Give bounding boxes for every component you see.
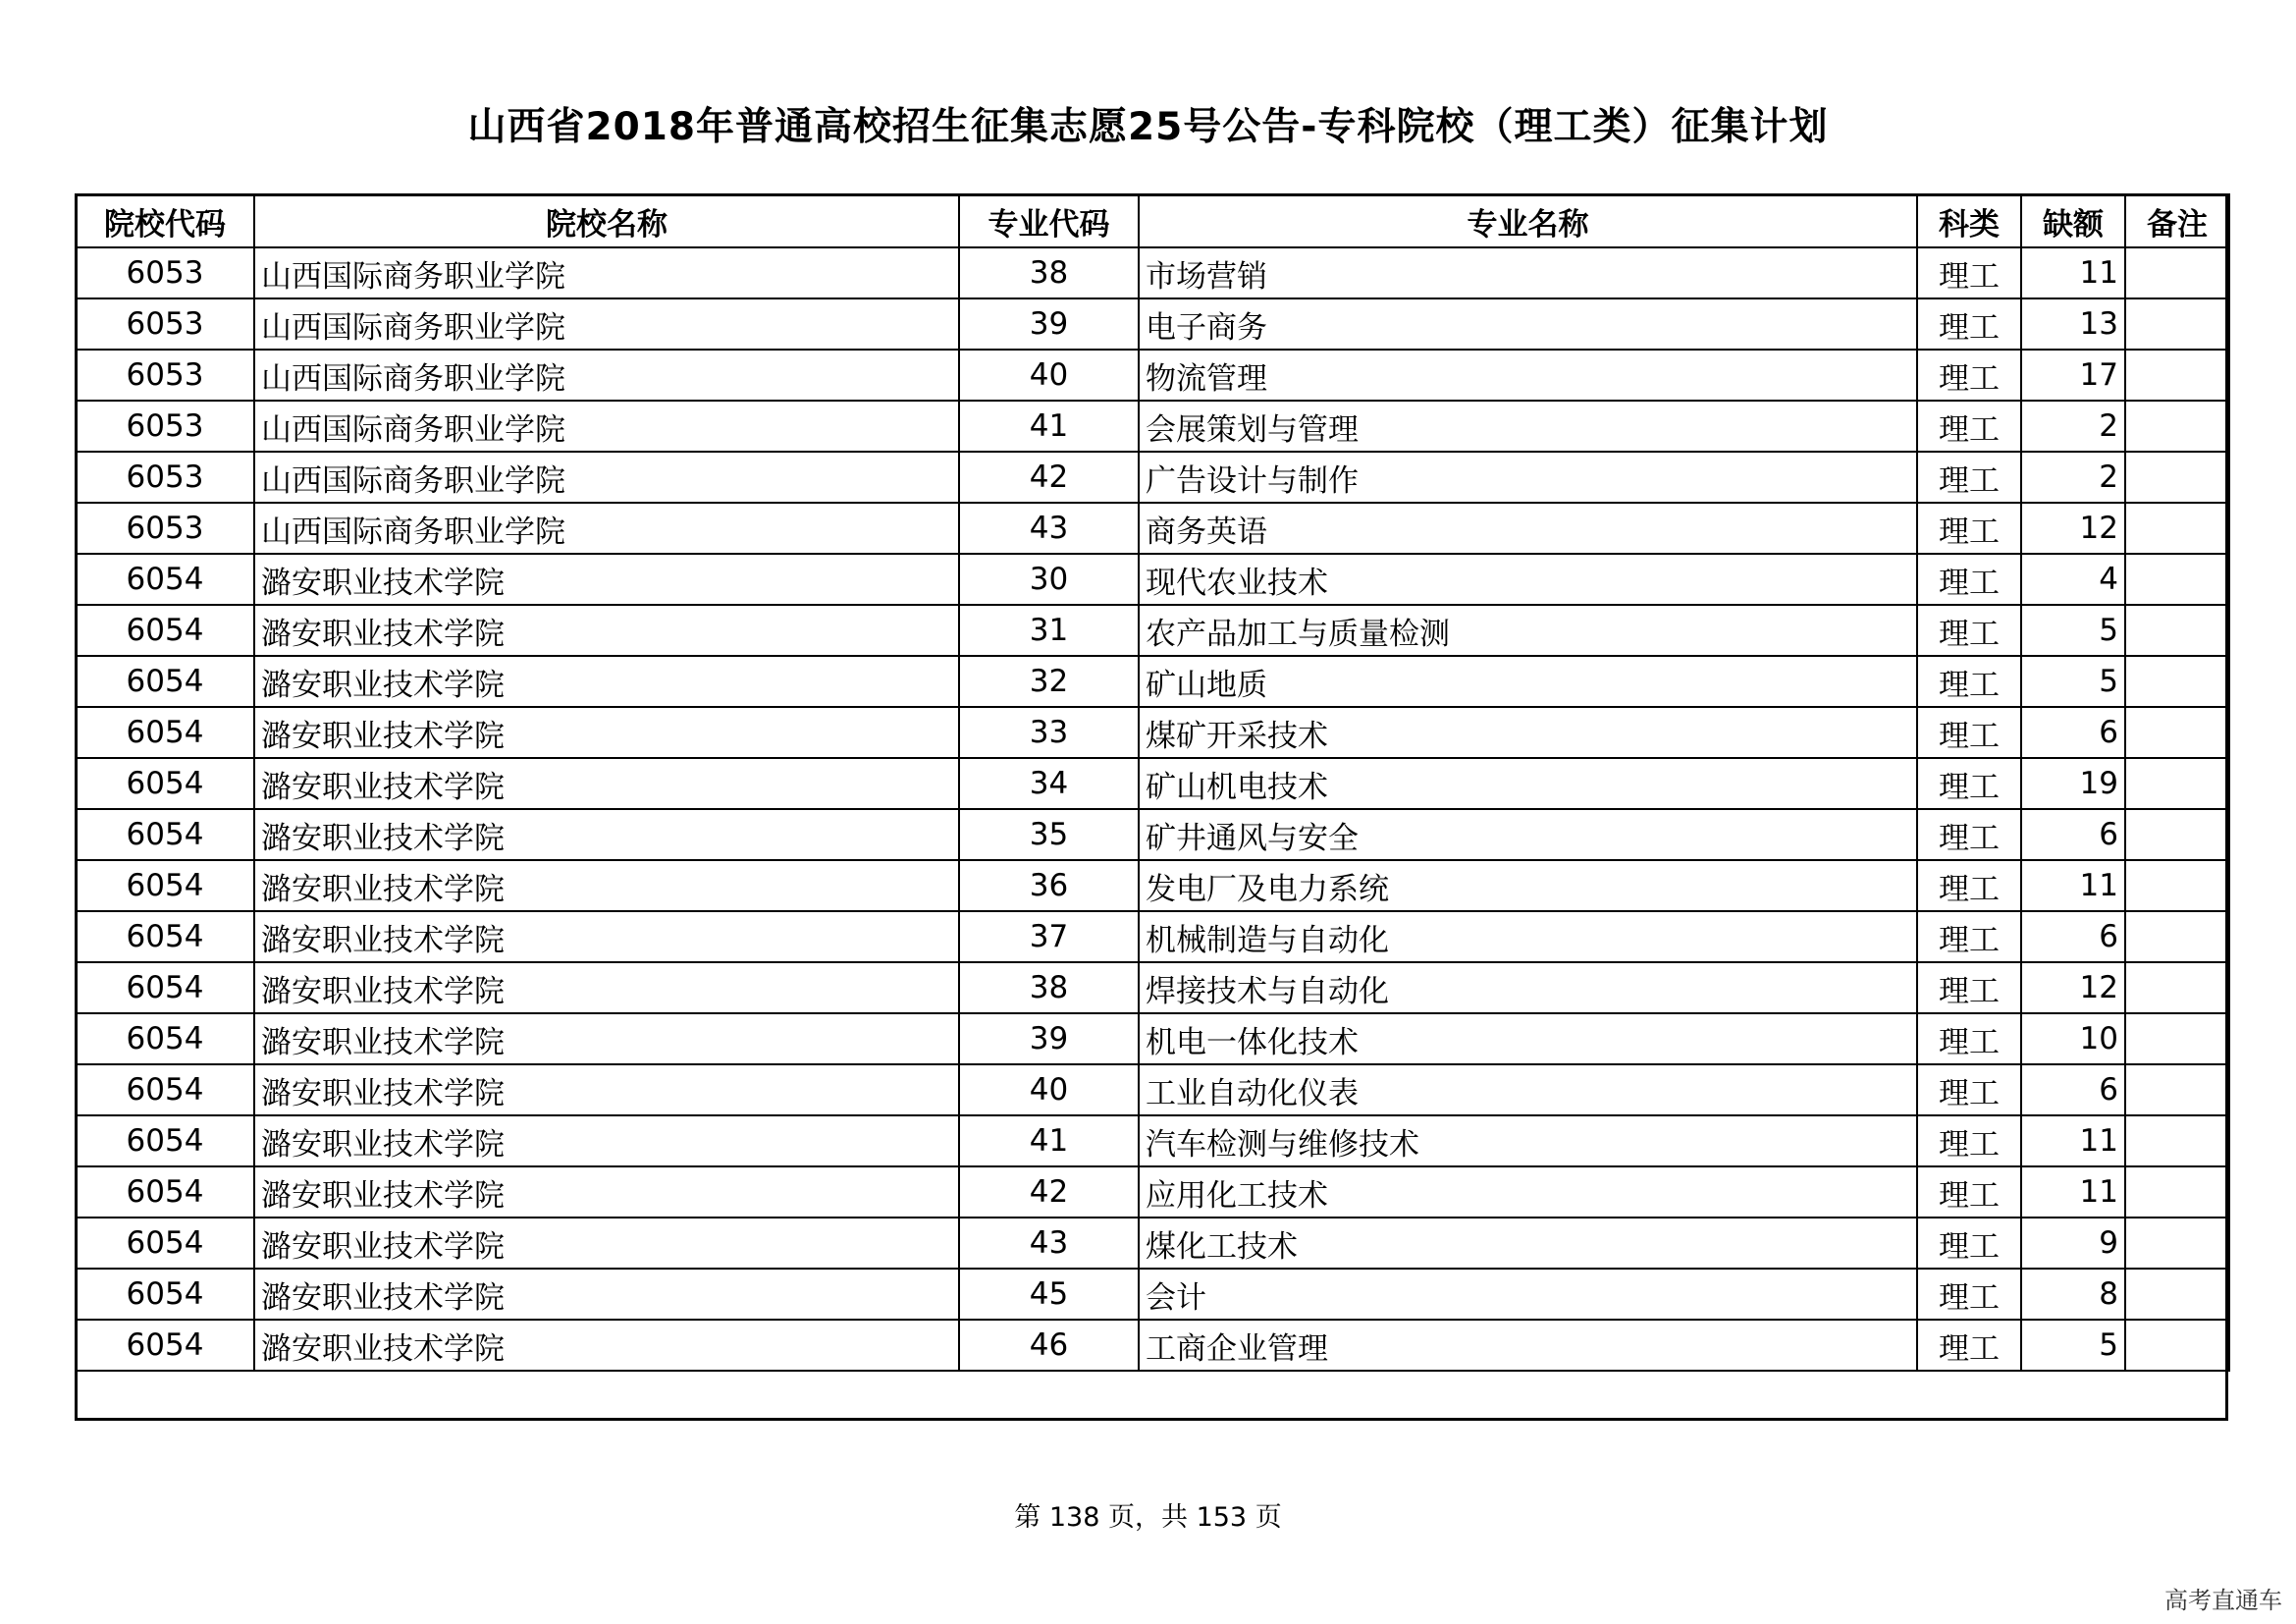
table-row — [76, 656, 2229, 707]
school-code-cell: 6054 — [76, 1269, 254, 1320]
school-code-cell: 6054 — [76, 962, 254, 1013]
enrollment-plan-table — [75, 193, 2230, 1372]
watermark-text: 高考直通车 — [2164, 1587, 2282, 1614]
school-code-cell: 6054 — [76, 911, 254, 962]
major-name-cell: 广告设计与制作 — [1139, 452, 1917, 503]
major-name-cell: 机电一体化技术 — [1139, 1013, 1917, 1064]
remarks-cell — [2125, 1064, 2229, 1115]
major-name-cell: 矿山地质 — [1139, 656, 1917, 707]
major-code-cell: 39 — [959, 1013, 1139, 1064]
category-cell: 理工 — [1917, 350, 2021, 401]
school-name-cell: 潞安职业技术学院 — [254, 1320, 959, 1371]
table-row — [76, 860, 2229, 911]
category-cell: 理工 — [1917, 298, 2021, 350]
remarks-cell — [2125, 605, 2229, 656]
major-code-cell: 40 — [959, 350, 1139, 401]
remarks-cell — [2125, 1115, 2229, 1166]
major-name-cell: 会展策划与管理 — [1139, 401, 1917, 452]
remarks-cell — [2125, 707, 2229, 758]
category-cell: 理工 — [1917, 452, 2021, 503]
table-row — [76, 1115, 2229, 1166]
school-name-cell: 潞安职业技术学院 — [254, 554, 959, 605]
major-code-cell: 38 — [959, 247, 1139, 298]
major-name-cell: 物流管理 — [1139, 350, 1917, 401]
major-code-cell: 37 — [959, 911, 1139, 962]
category-cell: 理工 — [1917, 1166, 2021, 1218]
vacancies-cell: 11 — [2021, 1115, 2125, 1166]
table-row — [76, 350, 2229, 401]
table-row — [76, 758, 2229, 809]
table-row — [76, 452, 2229, 503]
table-row — [76, 1064, 2229, 1115]
major-name-cell: 会计 — [1139, 1269, 1917, 1320]
table-row — [76, 962, 2229, 1013]
vacancies-cell: 11 — [2021, 860, 2125, 911]
remarks-cell — [2125, 860, 2229, 911]
major-name-cell: 机械制造与自动化 — [1139, 911, 1917, 962]
table-row — [76, 298, 2229, 350]
category-cell: 理工 — [1917, 1269, 2021, 1320]
vacancies-cell: 11 — [2021, 1166, 2125, 1218]
major-code-cell: 40 — [959, 1064, 1139, 1115]
school-code-cell: 6054 — [76, 707, 254, 758]
school-name-cell: 潞安职业技术学院 — [254, 1064, 959, 1115]
vacancies-cell: 5 — [2021, 605, 2125, 656]
school-code-cell: 6054 — [76, 809, 254, 860]
table-body — [76, 247, 2229, 1371]
major-name-cell: 煤化工技术 — [1139, 1218, 1917, 1269]
remarks-cell — [2125, 911, 2229, 962]
vacancies-cell: 12 — [2021, 962, 2125, 1013]
category-cell: 理工 — [1917, 1064, 2021, 1115]
table-row — [76, 1320, 2229, 1371]
school-code-cell: 6054 — [76, 1320, 254, 1371]
header-vacancies: 缺额 — [2021, 194, 2125, 247]
remarks-cell — [2125, 1269, 2229, 1320]
vacancies-cell: 6 — [2021, 1064, 2125, 1115]
remarks-cell — [2125, 452, 2229, 503]
major-code-cell: 43 — [959, 503, 1139, 554]
school-code-cell: 6053 — [76, 350, 254, 401]
school-name-cell: 山西国际商务职业学院 — [254, 401, 959, 452]
major-name-cell: 工业自动化仪表 — [1139, 1064, 1917, 1115]
major-name-cell: 市场营销 — [1139, 247, 1917, 298]
category-cell: 理工 — [1917, 247, 2021, 298]
major-code-cell: 42 — [959, 1166, 1139, 1218]
category-cell: 理工 — [1917, 911, 2021, 962]
school-name-cell: 山西国际商务职业学院 — [254, 298, 959, 350]
school-name-cell: 潞安职业技术学院 — [254, 1115, 959, 1166]
school-code-cell: 6054 — [76, 860, 254, 911]
major-name-cell: 应用化工技术 — [1139, 1166, 1917, 1218]
table-row — [76, 554, 2229, 605]
school-name-cell: 潞安职业技术学院 — [254, 1013, 959, 1064]
remarks-cell — [2125, 656, 2229, 707]
school-code-cell: 6053 — [76, 247, 254, 298]
school-name-cell: 潞安职业技术学院 — [254, 707, 959, 758]
school-code-cell: 6053 — [76, 298, 254, 350]
table-row — [76, 1013, 2229, 1064]
school-name-cell: 潞安职业技术学院 — [254, 809, 959, 860]
school-name-cell: 潞安职业技术学院 — [254, 605, 959, 656]
vacancies-cell: 2 — [2021, 401, 2125, 452]
header-school-name: 院校名称 — [254, 194, 959, 247]
major-code-cell: 39 — [959, 298, 1139, 350]
category-cell: 理工 — [1917, 758, 2021, 809]
major-code-cell: 41 — [959, 1115, 1139, 1166]
school-code-cell: 6054 — [76, 1013, 254, 1064]
vacancies-cell: 11 — [2021, 247, 2125, 298]
school-name-cell: 潞安职业技术学院 — [254, 1218, 959, 1269]
category-cell: 理工 — [1917, 1320, 2021, 1371]
table-row — [76, 809, 2229, 860]
remarks-cell — [2125, 809, 2229, 860]
school-code-cell: 6053 — [76, 401, 254, 452]
major-code-cell: 38 — [959, 962, 1139, 1013]
major-code-cell: 46 — [959, 1320, 1139, 1371]
vacancies-cell: 6 — [2021, 911, 2125, 962]
school-code-cell: 6053 — [76, 452, 254, 503]
category-cell: 理工 — [1917, 1115, 2021, 1166]
major-code-cell: 41 — [959, 401, 1139, 452]
major-code-cell: 32 — [959, 656, 1139, 707]
remarks-cell — [2125, 1218, 2229, 1269]
major-name-cell: 电子商务 — [1139, 298, 1917, 350]
page-title: 山西省2018年普通高校招生征集志愿25号公告-专科院校（理工类）征集计划 — [467, 105, 1829, 149]
vacancies-cell: 5 — [2021, 656, 2125, 707]
school-name-cell: 山西国际商务职业学院 — [254, 503, 959, 554]
school-name-cell: 潞安职业技术学院 — [254, 1269, 959, 1320]
category-cell: 理工 — [1917, 707, 2021, 758]
table-row — [76, 401, 2229, 452]
category-cell: 理工 — [1917, 1013, 2021, 1064]
vacancies-cell: 2 — [2021, 452, 2125, 503]
header-major-name: 专业名称 — [1139, 194, 1917, 247]
school-code-cell: 6054 — [76, 605, 254, 656]
major-code-cell: 30 — [959, 554, 1139, 605]
school-name-cell: 山西国际商务职业学院 — [254, 350, 959, 401]
vacancies-cell: 6 — [2021, 707, 2125, 758]
school-code-cell: 6054 — [76, 656, 254, 707]
table-row — [76, 605, 2229, 656]
remarks-cell — [2125, 962, 2229, 1013]
vacancies-cell: 10 — [2021, 1013, 2125, 1064]
school-name-cell: 山西国际商务职业学院 — [254, 452, 959, 503]
category-cell: 理工 — [1917, 503, 2021, 554]
school-code-cell: 6053 — [76, 503, 254, 554]
category-cell: 理工 — [1917, 962, 2021, 1013]
major-code-cell: 31 — [959, 605, 1139, 656]
vacancies-cell: 13 — [2021, 298, 2125, 350]
table-row — [76, 1269, 2229, 1320]
school-code-cell: 6054 — [76, 554, 254, 605]
major-name-cell: 工商企业管理 — [1139, 1320, 1917, 1371]
school-name-cell: 潞安职业技术学院 — [254, 860, 959, 911]
remarks-cell — [2125, 503, 2229, 554]
school-name-cell: 潞安职业技术学院 — [254, 758, 959, 809]
table-row — [76, 1166, 2229, 1218]
category-cell: 理工 — [1917, 401, 2021, 452]
category-cell: 理工 — [1917, 1218, 2021, 1269]
table-row — [76, 247, 2229, 298]
vacancies-cell: 4 — [2021, 554, 2125, 605]
vacancies-cell: 12 — [2021, 503, 2125, 554]
table-row — [76, 707, 2229, 758]
header-remarks: 备注 — [2125, 194, 2229, 247]
school-code-cell: 6054 — [76, 1218, 254, 1269]
remarks-cell — [2125, 1013, 2229, 1064]
school-code-cell: 6054 — [76, 1115, 254, 1166]
table-row — [76, 503, 2229, 554]
major-name-cell: 矿山机电技术 — [1139, 758, 1917, 809]
school-code-cell: 6054 — [76, 1166, 254, 1218]
header-category: 科类 — [1917, 194, 2021, 247]
category-cell: 理工 — [1917, 554, 2021, 605]
school-code-cell: 6054 — [76, 758, 254, 809]
table-header-row — [76, 194, 2229, 247]
remarks-cell — [2125, 350, 2229, 401]
remarks-cell — [2125, 298, 2229, 350]
major-name-cell: 矿井通风与安全 — [1139, 809, 1917, 860]
table-row — [76, 911, 2229, 962]
category-cell: 理工 — [1917, 656, 2021, 707]
major-name-cell: 现代农业技术 — [1139, 554, 1917, 605]
major-name-cell: 焊接技术与自动化 — [1139, 962, 1917, 1013]
vacancies-cell: 8 — [2021, 1269, 2125, 1320]
remarks-cell — [2125, 247, 2229, 298]
header-school-code: 院校代码 — [76, 194, 254, 247]
remarks-cell — [2125, 401, 2229, 452]
major-name-cell: 农产品加工与质量检测 — [1139, 605, 1917, 656]
major-code-cell: 35 — [959, 809, 1139, 860]
remarks-cell — [2125, 758, 2229, 809]
school-name-cell: 潞安职业技术学院 — [254, 1166, 959, 1218]
school-name-cell: 山西国际商务职业学院 — [254, 247, 959, 298]
header-major-code: 专业代码 — [959, 194, 1139, 247]
table-row — [76, 1218, 2229, 1269]
major-code-cell: 45 — [959, 1269, 1139, 1320]
major-code-cell: 33 — [959, 707, 1139, 758]
major-name-cell: 商务英语 — [1139, 503, 1917, 554]
major-name-cell: 发电厂及电力系统 — [1139, 860, 1917, 911]
major-name-cell: 煤矿开采技术 — [1139, 707, 1917, 758]
remarks-cell — [2125, 554, 2229, 605]
category-cell: 理工 — [1917, 860, 2021, 911]
remarks-cell — [2125, 1166, 2229, 1218]
major-code-cell: 42 — [959, 452, 1139, 503]
page-footer: 第 138 页，共 153 页 — [1014, 1502, 1282, 1533]
vacancies-cell: 17 — [2021, 350, 2125, 401]
vacancies-cell: 19 — [2021, 758, 2125, 809]
vacancies-cell: 5 — [2021, 1320, 2125, 1371]
major-code-cell: 43 — [959, 1218, 1139, 1269]
major-name-cell: 汽车检测与维修技术 — [1139, 1115, 1917, 1166]
school-code-cell: 6054 — [76, 1064, 254, 1115]
remarks-cell — [2125, 1320, 2229, 1371]
vacancies-cell: 6 — [2021, 809, 2125, 860]
category-cell: 理工 — [1917, 809, 2021, 860]
category-cell: 理工 — [1917, 605, 2021, 656]
school-name-cell: 潞安职业技术学院 — [254, 656, 959, 707]
major-code-cell: 36 — [959, 860, 1139, 911]
school-name-cell: 潞安职业技术学院 — [254, 962, 959, 1013]
major-code-cell: 34 — [959, 758, 1139, 809]
vacancies-cell: 9 — [2021, 1218, 2125, 1269]
school-name-cell: 潞安职业技术学院 — [254, 911, 959, 962]
